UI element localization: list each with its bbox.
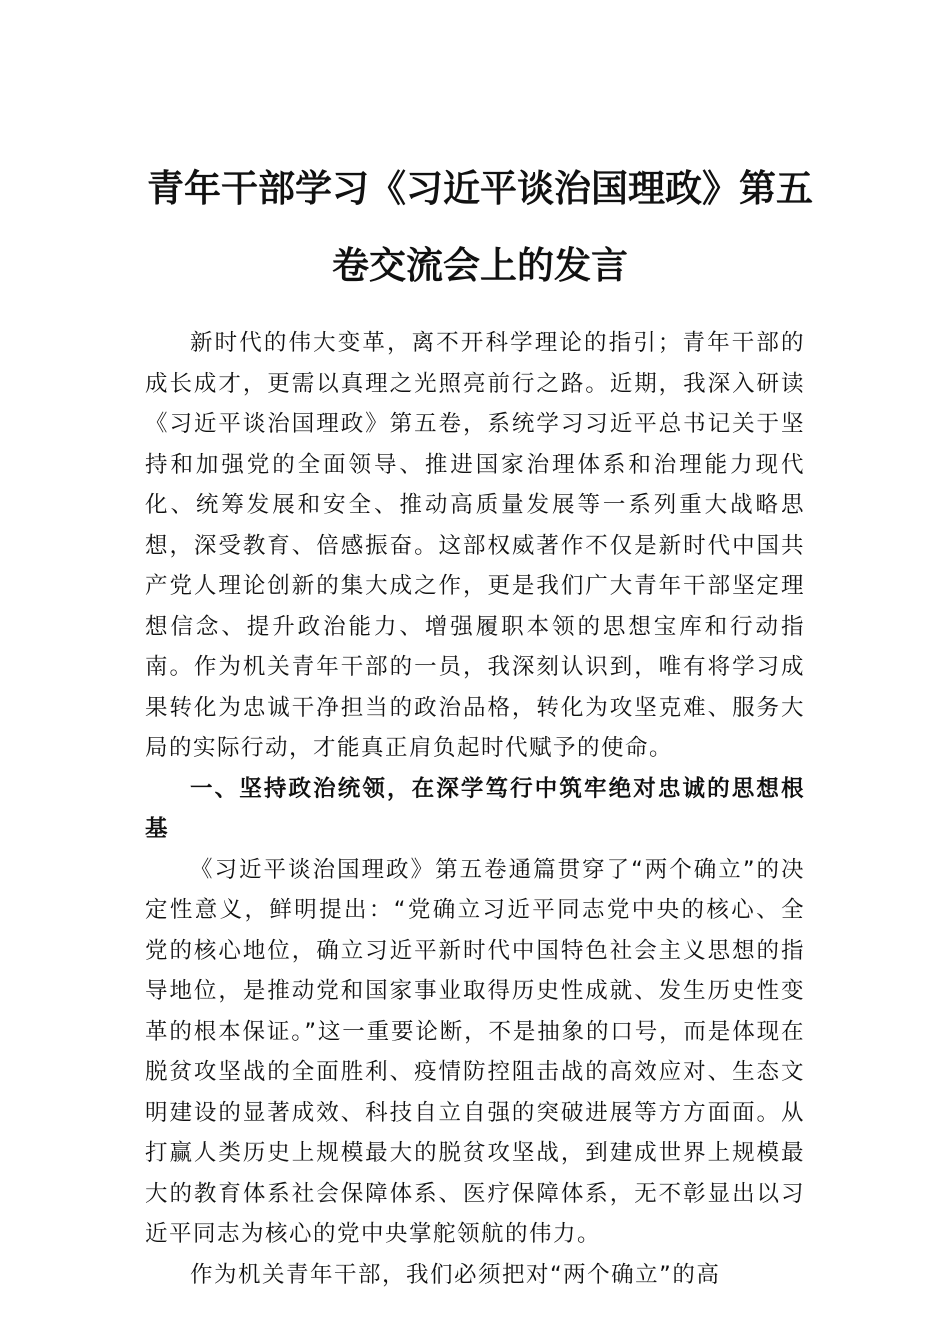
- section-1-paragraph-2: 作为机关青年干部，我们必须把对“两个确立”的高: [190, 1261, 721, 1288]
- section-heading-1: 一、坚持政治统领，在深学笃行中筑牢绝对忠诚的思想根基: [145, 775, 805, 842]
- section-1-paragraph-1: 《习近平谈治国理政》第五卷通篇贯穿了“两个确立”的决定性意义，鲜明提出：“党确立习近平同志党中央的核心、全党的核心地位，确立习近平新时代中国特色社会主义思想的指导地位，是推动党和国家事业取得历史性成就、发生历史性变革的根本保证。”这一重要论断，不是抽象的口号，而是体现在脱贫攻坚战的全面胜利、疫情防控阻击战的高效应对、生态文明建设的显著成效、科技自立自强的突破进展等方方面面。从打赢人类历史上规模最大的脱贫攻坚战，到建成世界上规模最大的教育体系社会保障体系、医疗保障体系，无不彰显出以习近平同志为核心的党中央掌舵领航的伟力。: [145, 856, 805, 1247]
- document-title: 青年干部学习《习近平谈治国理政》第五卷交流会上的发言: [147, 166, 813, 287]
- document-body: [145, 323, 805, 1295]
- intro-paragraph: 新时代的伟大变革，离不开科学理论的指引；青年干部的成长成才，更需以真理之光照亮前行之路。近期，我深入研读《习近平谈治国理政》第五卷，系统学习习近平总书记关于坚持和加强党的全面领导、推进国家治理体系和治理能力现代化、统筹发展和安全、推动高质量发展等一系列重大战略思想，深受教育、倍感振奋。这部权威著作不仅是新时代中国共产党人理论创新的集大成之作，更是我们广大青年干部坚定理想信念、提升政治能力、增强履职本领的思想宝库和行动指南。作为机关青年干部的一员，我深刻认识到，唯有将学习成果转化为忠诚干净担当的政治品格，转化为攻坚克难、服务大局的实际行动，才能真正肩负起时代赋予的使命。: [145, 330, 805, 761]
